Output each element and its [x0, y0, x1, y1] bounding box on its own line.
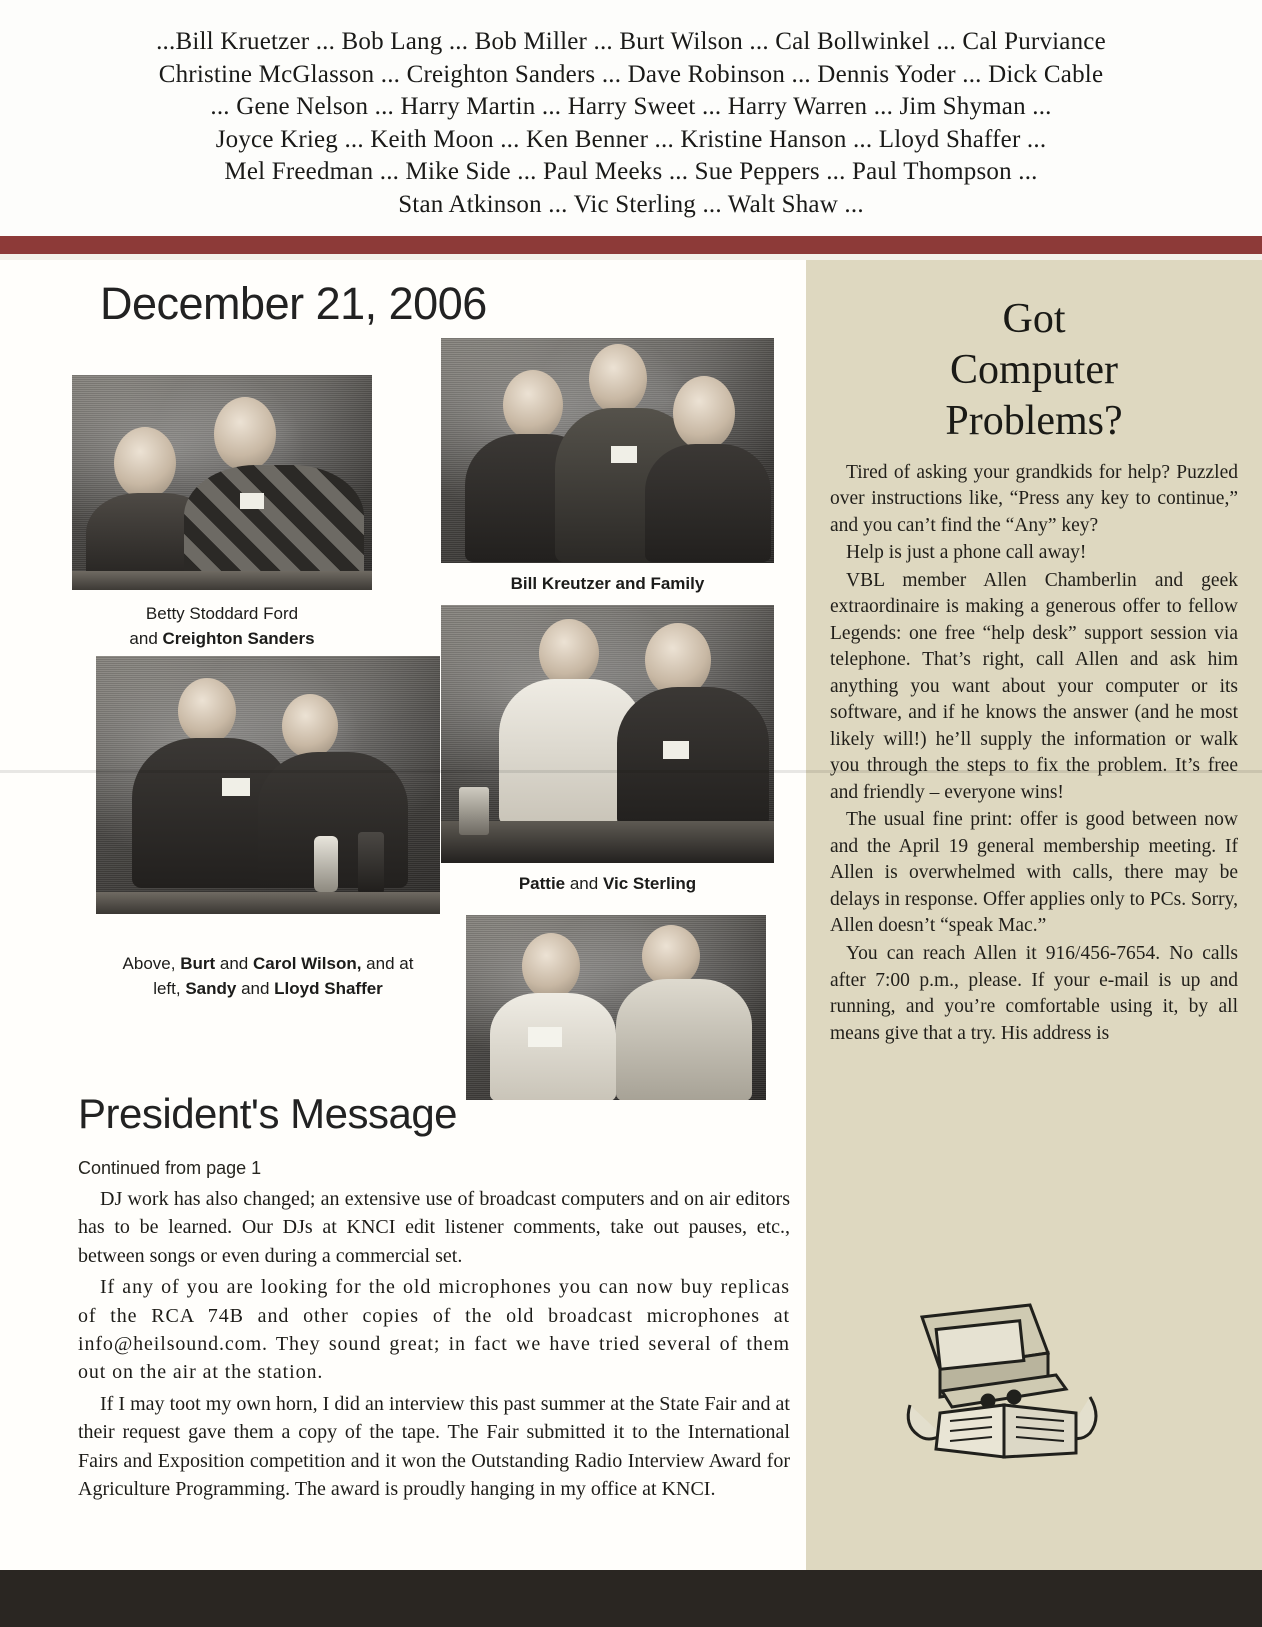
caption-text-and: and — [129, 628, 163, 648]
presidents-message-body — [78, 1185, 790, 1506]
caption-betty-and-creighton — [72, 602, 372, 651]
presidents-message-title: President's Message — [78, 1090, 458, 1137]
caption-text-and: and — [565, 874, 603, 893]
presidents-message-paragraph: If I may toot my own horn, I did an interview this past summer at the State Fair and at their request gave them a copy of the tape. The Fair submitted it to the International Fairs and Exposition competition and it won the Outstanding Radio Interview Award for Agriculture Programming. The award is proudly hanging in my office at KNCI. — [78, 1392, 790, 1500]
sidebar-title-line-1: Got — [1002, 296, 1066, 342]
sidebar-paragraph: Tired of asking your grandkids for help? Puzzled over instructions like, “Press any key to continue,” and you can’t find the “Any” key? — [830, 461, 1238, 536]
photo-bill-kreutzer-family — [441, 338, 774, 563]
caption-text-and: and — [236, 978, 275, 998]
caption-name-sandy: Sandy — [185, 978, 237, 998]
name-roll-line: ...Bill Kruetzer ... Bob Lang ... Bob Miller ... Burt Wilson ... Cal Bollwinkel ... Cal Purviance — [156, 28, 1106, 55]
caption-text-and: and — [215, 954, 253, 973]
member-name-roll — [0, 0, 1262, 236]
caption-text-andat: and at — [361, 954, 414, 973]
name-roll-line: Christine McGlasson ... Creighton Sanders ... Dave Robinson ... Dennis Yoder ... Dick Cable — [158, 60, 1104, 88]
left-column — [0, 260, 806, 1570]
paper-fold-line — [0, 770, 1262, 773]
photo-pattie-and-vic-sterling — [441, 605, 774, 863]
caption-line-2 — [96, 977, 440, 1002]
photo-betty-and-creighton — [72, 375, 372, 590]
sidebar-title-line-3: Problems? — [945, 398, 1123, 445]
computer-reading-book-icon — [880, 1285, 1130, 1465]
caption-name-pattie: Pattie — [518, 874, 566, 893]
name-roll-line: Stan Atkinson ... Vic Sterling ... Walt Shaw ... — [398, 190, 864, 218]
caption-line-1: Betty Stoddard Ford — [145, 604, 299, 623]
caption-name-vic-sterling: Vic Sterling — [602, 874, 697, 893]
red-divider-rule — [0, 236, 1262, 254]
name-roll-line: ... Gene Nelson ... Harry Martin ... Harry Sweet ... Harry Warren ... Jim Shyman ... — [210, 93, 1052, 120]
caption-bill-kreutzer-family: Bill Kreutzer and Family — [510, 574, 705, 593]
caption-line-2 — [72, 627, 372, 652]
caption-pattie-and-vic-sterling — [441, 872, 774, 897]
sidebar-paragraph: VBL member Allen Chamberlin and geek extraordinaire is making a generous offer to fellow Legends: one free “help desk” support session via telephone. That’s right, call Allen and ask him anything you want about your computer or its software, and if he knows the answer (and he most likely will!) he’ll supply the information or walk you through the steps to fix the problem. It’s free and friendly – everyone wins! — [830, 569, 1238, 803]
presidents-message-paragraph: DJ work has also changed; an extensive use of broadcast computers and on air editors has to be learned. Our DJs at KNCI edit listener comments, take out pauses, etc., between songs or even during a commercial set. — [78, 1188, 790, 1267]
caption-text-left: left, — [153, 978, 186, 998]
date-heading: December 21, 2006 — [100, 278, 487, 329]
sidebar-paragraph: You can reach Allen it 916/456-7654. No calls after 7:00 p.m., please. If your e-mail is up and running, and you’re comfortable using it, by all means give that a try. His address is — [830, 942, 1238, 1044]
caption-name-carol-wilson: Carol Wilson, — [252, 954, 362, 973]
sidebar-title-line-2: Computer — [950, 347, 1118, 394]
name-roll-line: Mel Freedman ... Mike Side ... Paul Meeks ... Sue Peppers ... Paul Thompson ... — [224, 158, 1038, 185]
caption-text-above: Above, — [122, 954, 181, 973]
caption-name-lloyd-shaffer: Lloyd Shaffer — [274, 978, 383, 998]
caption-burt-carol-sandy-lloyd — [96, 952, 440, 1001]
photo-sandy-and-lloyd-shaffer — [96, 656, 440, 914]
presidents-message-paragraph: If any of you are looking for the old microphones you can now buy replicas of the RCA 74B and other copies of the old broadcast microphones at info@heilsound.com. They sound great; in fact we have tried several of them out on the air at the station. — [78, 1276, 790, 1384]
name-roll-line: Joyce Krieg ... Keith Moon ... Ken Benner ... Kristine Hanson ... Lloyd Shaffer ... — [215, 125, 1047, 153]
caption-name-burt: Burt — [180, 954, 216, 973]
continued-from-note: Continued from page 1 — [78, 1158, 262, 1178]
sidebar-paragraph: The usual fine print: offer is good between now and the April 19 general membership meeting. If Allen is overwhelmed with calls, there may be delays in response. Offer applies only to PCs. Sorry, Allen doesn’t “speak Mac.” — [830, 809, 1238, 937]
scan-bottom-edge — [0, 1570, 1262, 1627]
photo-burt-and-carol-wilson — [466, 915, 766, 1100]
sidebar-title — [830, 294, 1238, 448]
caption-line-1 — [96, 952, 440, 977]
caption-name-creighton: Creighton Sanders — [162, 628, 315, 648]
sidebar-paragraph: Help is just a phone call away! — [846, 542, 1087, 564]
sidebar-body — [830, 460, 1238, 1047]
